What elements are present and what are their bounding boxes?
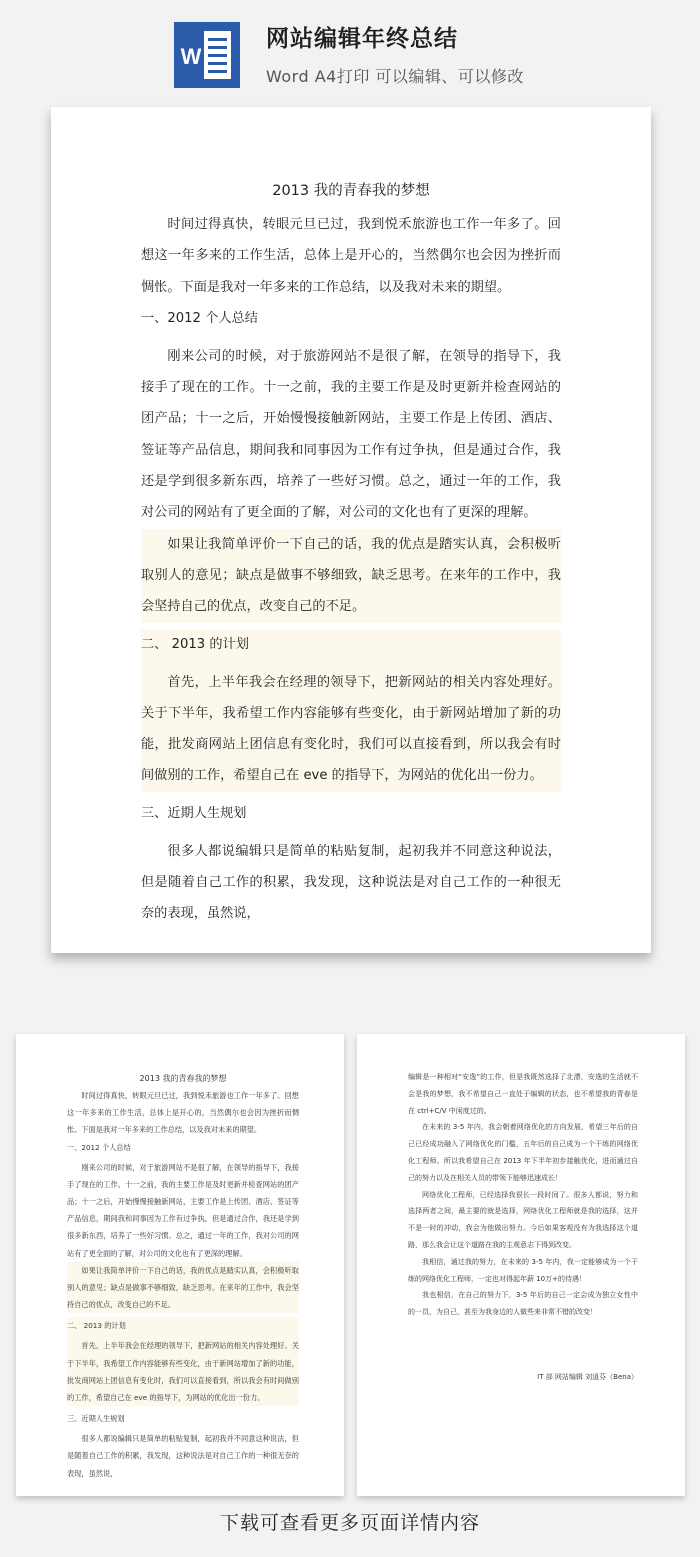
- section-heading-2: 二、 2013 的计划: [141, 629, 561, 667]
- thumb-doc-title: 2013 我的青春我的梦想: [139, 1074, 227, 1083]
- document-title: 网站编辑年终总结: [266, 26, 458, 52]
- section-heading-3: 三、近期人生规划: [141, 805, 247, 821]
- svg-text:W: W: [180, 44, 202, 69]
- document-subtitle: Word A4打印 可以编辑、可以修改: [266, 67, 524, 86]
- page2-paragraph-2: 在未来的 3-5 年内，我会朝着网络优化的方向发展，希望三年后的自己已经成功融入了网络优化的门槛，五年后的自己成为一个干练的网络优化工程师。所以我希望自己在 2013 年下半年初步接触优化，进而通过自己的努力以及在相关人员的带领下能够迅速成长！: [408, 1123, 638, 1182]
- doc-intro-paragraph: 时间过得真快，转眼元旦已过，我到悦禾旅游也工作一年多了。回想这一年多来的工作生活，总体上是开心的，当然偶尔也会因为挫折而惆怅。下面是我对一年多来的工作总结，以及我对未来的期望。: [141, 217, 561, 295]
- page2-paragraph-1: 编辑是一种相对“安逸”的工作，但是我既然选择了北漂，安逸的生活就不会是我的梦想，我不希望自己一直处于编辑的状态，也不希望我的青春是在 ctrl+C/V 中闲度过的。: [408, 1073, 638, 1115]
- page2-paragraph-3: 网络优化工程师，已经选择我很长一段时间了。很多人都说，努力和选择两者之间，最主要的就是选择，网络优化工程师就是我的选择，这并不是一时的冲动，我会为他做出努力。今后如果客观没有为我选择这个道路，那么我会让这个道路在我的主观意志下得到改变。: [408, 1190, 638, 1249]
- section-3-paragraph: 很多人都说编辑只是简单的粘贴复制，起初我并不同意这种说法，但是随着自己工作的积累，我发现，这种说法是对自己工作的一种很无奈的表现，虽然说，: [141, 843, 561, 922]
- section-1-paragraph: 刚来公司的时候，对于旅游网站不是很了解，在领导的指导下，我接手了现在的工作。十一之前，我的主要工作是及时更新并检查网站的团产品；十一之后，开始慢慢接触新网站，主要工作是上传团、酒店、签证等产品信息，期间我和同事因为工作有过争执，但是通过合作，我还是学到很多新东西，培养了一些好习惯。总之，通过一年的工作，我对公司的网站有了更全面的了解，对公司的文化也有了更深的理解。: [141, 348, 561, 521]
- thumb-section-1-paragraph: 刚来公司的时候，对于旅游网站不是很了解，在领导的指导下，我接手了现在的工作。十一之前，我的主要工作是及时更新并检查网站的团产品；十一之后，开始慢慢接触新网站，主要工作是上传团、酒店、签证等产品信息，期间我和同事因为工作有过争执，但是通过合作，我还是学到很多新东西，培养了一些好习惯。总之，通过一年的工作，我对公司的网站有了更全面的了解，对公司的文化也有了更深的理解。: [67, 1162, 299, 1258]
- section-heading-1: 一、2012 个人总结: [141, 310, 258, 326]
- thumb-self-evaluation-paragraph: 如果让我简单评价一下自己的话，我的优点是踏实认真，会积极听取别人的意见；缺点是做事不够细致，缺乏思考。在来年的工作中，我会坚持自己的优点，改变自己的不足。: [67, 1262, 299, 1314]
- section-2-paragraph: 首先，上半年我会在经理的领导下，把新网站的相关内容处理好。关于下半年，我希望工作内容能够有些变化，由于新网站增加了新的功能，批发商网站上团信息有变化时，我们可以直接看到，所以我会有时间做别的工作，希望自己在 eve 的指导下，为网站的优化出一份力。: [141, 667, 561, 792]
- self-evaluation-paragraph: 如果让我简单评价一下自己的话，我的优点是踏实认真，会积极听取别人的意见；缺点是做事不够细致，缺乏思考。在来年的工作中，我会坚持自己的优点，改变自己的不足。: [141, 529, 561, 623]
- word-document-icon: [174, 22, 240, 88]
- download-more-pages-text[interactable]: 下载可查看更多页面详情内容: [219, 1512, 480, 1534]
- page-thumbnail-2: [357, 1034, 685, 1496]
- thumbnail-1-body: [67, 1070, 299, 1482]
- header: [0, 0, 700, 100]
- thumb-heading-2: 二、 2013 的计划: [67, 1317, 299, 1337]
- thumb-heading-3: 三、近期人生规划: [67, 1414, 125, 1424]
- thumb-section-2-paragraph: 首先，上半年我会在经理的领导下，把新网站的相关内容处理好。关于下半年，我希望工作内容能够有些变化，由于新网站增加了新的功能，批发商网站上团信息有变化时，我们可以直接看到，所以我会有时间做别的工作，希望自己在 eve 的指导下，为网站的优化出一份力。: [67, 1337, 299, 1406]
- page2-paragraph-5: 我也相信，在自己的努力下，3-5 年后的自己一定会成为独立女性中的一员，为自己，甚至为我身边的人做些来非常不错的改变！: [408, 1291, 638, 1317]
- page-thumbnail-1: [16, 1034, 344, 1496]
- thumb-section-3-paragraph: 很多人都说编辑只是简单的粘贴复制，起初我并不同意这种说法，但是随着自己工作的积累，我发现，这种说法是对自己工作的一种很无奈的表现，虽然说，: [67, 1434, 299, 1478]
- thumb-heading-1: 一、2012 个人总结: [67, 1142, 131, 1152]
- document-body: [141, 173, 561, 930]
- document-page-preview: [51, 107, 651, 953]
- doc-title: 2013 我的青春我的梦想: [272, 183, 430, 199]
- thumbnail-2-body: [408, 1069, 638, 1386]
- thumb-intro-paragraph: 时间过得真快，转眼元旦已过，我到悦禾旅游也工作一年多了。回想这一年多来的工作生活，总体上是开心的，当然偶尔也会因为挫折而惆怅。下面是我对一年多来的工作总结，以及我对未来的期望。: [67, 1091, 299, 1135]
- page2-paragraph-4: 我相信，通过我的努力，在未来的 3-5 年内，我一定能够成为一个干练的网络优化工程师，一定也对得起年薪 10万+的待遇！: [408, 1257, 638, 1283]
- author-signature: IT 部 网站编辑 刘逍芬（Bena）: [537, 1372, 638, 1381]
